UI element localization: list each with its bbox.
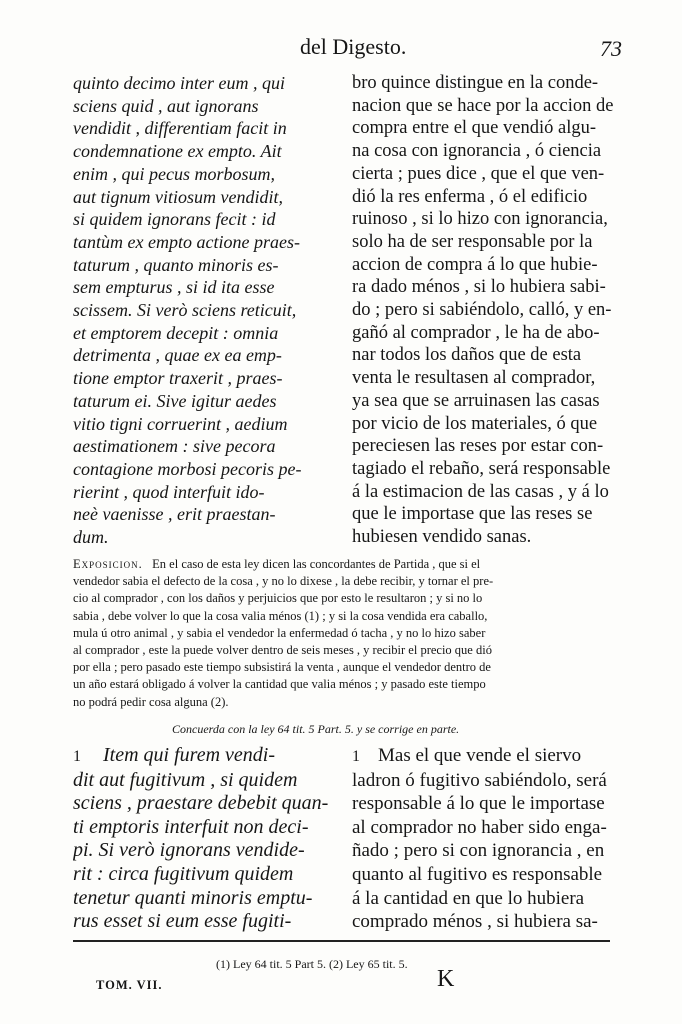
running-title: del Digesto. — [300, 34, 407, 59]
section-1-latin-first-line — [73, 744, 339, 769]
section-number: 1 — [73, 748, 81, 765]
spanish-text-column-line: ruinoso , si lo hizo con ignorancia, — [352, 209, 608, 230]
section-1-spanish-first-line — [352, 744, 620, 769]
page-header — [0, 34, 682, 64]
latin-text-column-line: detrimenta , quae ex ea emp- — [73, 345, 282, 366]
signature-mark: K — [437, 966, 455, 992]
latin-text-column-line: quinto decimo inter eum , qui — [73, 73, 285, 93]
exposicion-lines-line: mula ú otro animal , y sabia el vendedor la enfermedad ó tacha , y no lo hizo saber — [73, 625, 486, 640]
spanish-text-column-line: solo ha de ser responsable por la — [352, 231, 593, 252]
latin-text-column-line: sciens quid , aut ignorans — [73, 95, 259, 116]
spanish-text-column-line: dió la res enferma , ó el edificio — [352, 186, 588, 207]
spanish-text-column-line: na cosa con ignorancia , ó ciencia — [352, 141, 602, 162]
spanish-text-column-line: nacion que se hace por la accion de — [352, 95, 614, 116]
exposicion-first-text: En el caso de esta ley dicen las concordantes de Partida , que si el — [152, 557, 481, 571]
latin-text-column — [73, 72, 339, 549]
section-1-latin-rest-line: ti emptoris interfuit non deci- — [73, 815, 309, 838]
exposicion-lines-line: al comprador , este la puede volver dentro de seis meses , y recibir el precio que dió — [73, 643, 492, 658]
latin-text-column-line: contagione morbosi pecoris pe- — [73, 458, 302, 479]
section-1-latin-rest — [73, 769, 339, 934]
section-1-latin-rest-line: rit : circa fugitivum quidem — [73, 862, 294, 885]
latin-text-column-line: rierint , quod interfuit ido- — [73, 481, 265, 502]
spanish-text-column-line: gañó al comprador , le ha de abo- — [352, 322, 600, 343]
section-1-latin-rest-line: tenetur quanti minoris emptu- — [73, 886, 313, 909]
section-1-latin — [73, 744, 339, 934]
spanish-text-column-line: cierta ; pues dice , que el que ven- — [352, 163, 605, 184]
exposicion-lines-line: cio al comprador , con los daños y perjuicios que por esto le resultaron ; y si no lo — [73, 591, 483, 606]
exposicion-note — [73, 556, 613, 711]
latin-text-column-line: aut tignum vitiosum vendidit, — [73, 186, 283, 207]
exposicion-lines-line: por ella ; pero pasado este tiempo subsistirá la venta , aunque el vendedor dentro de — [73, 660, 491, 675]
spanish-text-column-line: venta le resultasen al comprador, — [352, 368, 596, 389]
latin-text-column-line: vendidit , differentiam facit in — [73, 118, 287, 139]
spanish-text-column-line: por vicio de los materiales, ó que — [352, 413, 598, 434]
latin-text-column-line: aestimationem : sive pecora — [73, 436, 276, 457]
latin-text-column-line: dum. — [73, 527, 109, 548]
latin-text-column-line: scissem. Si verò sciens reticuit, — [73, 300, 297, 321]
section-1-spanish — [352, 744, 620, 934]
section-1-spanish-rest-line: responsable á lo que le importase — [352, 793, 605, 815]
spanish-text-column-line: hubiesen vendido sanas. — [352, 527, 532, 548]
exposicion-lines — [73, 573, 613, 711]
latin-text-column-line: et emptorem decepit : omnia — [73, 322, 279, 343]
spanish-text-column-line: á la estimacion de las casas , y á lo — [352, 481, 609, 502]
spanish-text-column-line: ya sea que se arruinasen las casas — [352, 390, 600, 411]
section-1-latin-rest-line: pi. Si verò ignorans vendide- — [73, 839, 305, 862]
spanish-text-column-line: ra dado ménos , si lo hubiera sabi- — [352, 277, 606, 298]
section-1-spanish-rest-line: al comprador no haber sido enga- — [352, 816, 607, 838]
concordance-note: Concuerda con la ley 64 tit. 5 Part. 5. y se corrige en parte. — [172, 722, 460, 736]
spanish-text-column-line: pereciesen las reses por estar con- — [352, 436, 604, 457]
section-1-spanish-rest-line: quanto al fugitivo es responsable — [352, 863, 603, 885]
latin-text-column-line: taturum , quanto minoris es- — [73, 254, 279, 275]
latin-text-column-line: vitio tigni corruerint , aedium — [73, 413, 288, 434]
spanish-text-column — [352, 72, 620, 549]
latin-text-column-line: neè vaenisse , erit praestan- — [73, 504, 276, 525]
spanish-text-column-line: bro quince distingue en la conde- — [352, 73, 599, 93]
section-1-spanish-first-text: Mas el que vende el siervo — [378, 745, 582, 766]
latin-text-column-line: tione emptor traxerit , praes- — [73, 368, 283, 389]
section-1-spanish-rest-line: ladron ó fugitivo sabiéndolo, será — [352, 769, 607, 791]
section-1-latin-rest-line: rus esset si eum esse fugiti- — [73, 910, 292, 933]
footnotes: (1) Ley 64 tit. 5 Part 5. (2) Ley 65 tit. 5. — [216, 957, 408, 971]
section-1-spanish-rest-line: ñado ; pero si con ignorancia , en — [352, 840, 605, 862]
spanish-text-column-line: compra entre el que vendió algu- — [352, 118, 596, 139]
page-number: 73 — [600, 36, 622, 61]
exposicion-first-line — [73, 556, 613, 573]
spanish-text-column-line: nar todos los daños que de esta — [352, 345, 582, 366]
latin-text-column-line: si quidem ignorans fecit : id — [73, 209, 276, 230]
latin-text-column-line: tantùm ex empto actione praes- — [73, 231, 300, 252]
spanish-text-column-line: do ; pero si sabiéndolo, calló, y en- — [352, 300, 612, 321]
latin-text-column-line: sem empturus , si id ita esse — [73, 277, 275, 298]
exposicion-lines-line: vendedor sabia el defecto de la cosa , y no lo dixese , la debe recibir, y tornar el pre- — [73, 574, 494, 589]
exposicion-lines-line: sabia , debe volver lo que la cosa valia ménos (1) ; y si la cosa vendida era caballo, — [73, 608, 488, 623]
section-1-spanish-rest-line: á la cantidad en que lo hubiera — [352, 887, 585, 909]
volume-label: TOM. VII. — [96, 978, 163, 992]
latin-text-column-line: enim , qui pecus morbosum, — [73, 163, 275, 184]
footnote-rule — [73, 940, 610, 942]
spanish-text-column-line: que le importase que las reses se — [352, 504, 593, 525]
exposicion-lines-line: un año estará obligado á volver la cantidad que valia ménos ; y pasado este tiempo — [73, 677, 486, 692]
latin-text-column-line: condemnatione ex empto. Ait — [73, 141, 282, 162]
exposicion-lines-line: no podrá pedir cosa alguna (2). — [73, 694, 229, 709]
latin-text-column-line: taturum ei. Sive igitur aedes — [73, 390, 277, 411]
section-number-spanish: 1 — [352, 748, 360, 765]
section-1-latin-rest-line: dit aut fugitivum , si quidem — [73, 768, 298, 791]
spanish-text-column-line: accion de compra á lo que hubie- — [352, 254, 598, 275]
section-1-spanish-rest — [352, 769, 620, 934]
section-1-latin-first-text: Item qui furem vendi- — [103, 744, 275, 766]
section-1-spanish-rest-line: comprado ménos , si hubiera sa- — [352, 911, 598, 933]
section-1-latin-rest-line: sciens , praestare debebit quan- — [73, 792, 329, 815]
exposicion-label: Exposicion. — [73, 557, 143, 571]
spanish-text-column-line: tagiado el rebaño, será responsable — [352, 458, 611, 479]
